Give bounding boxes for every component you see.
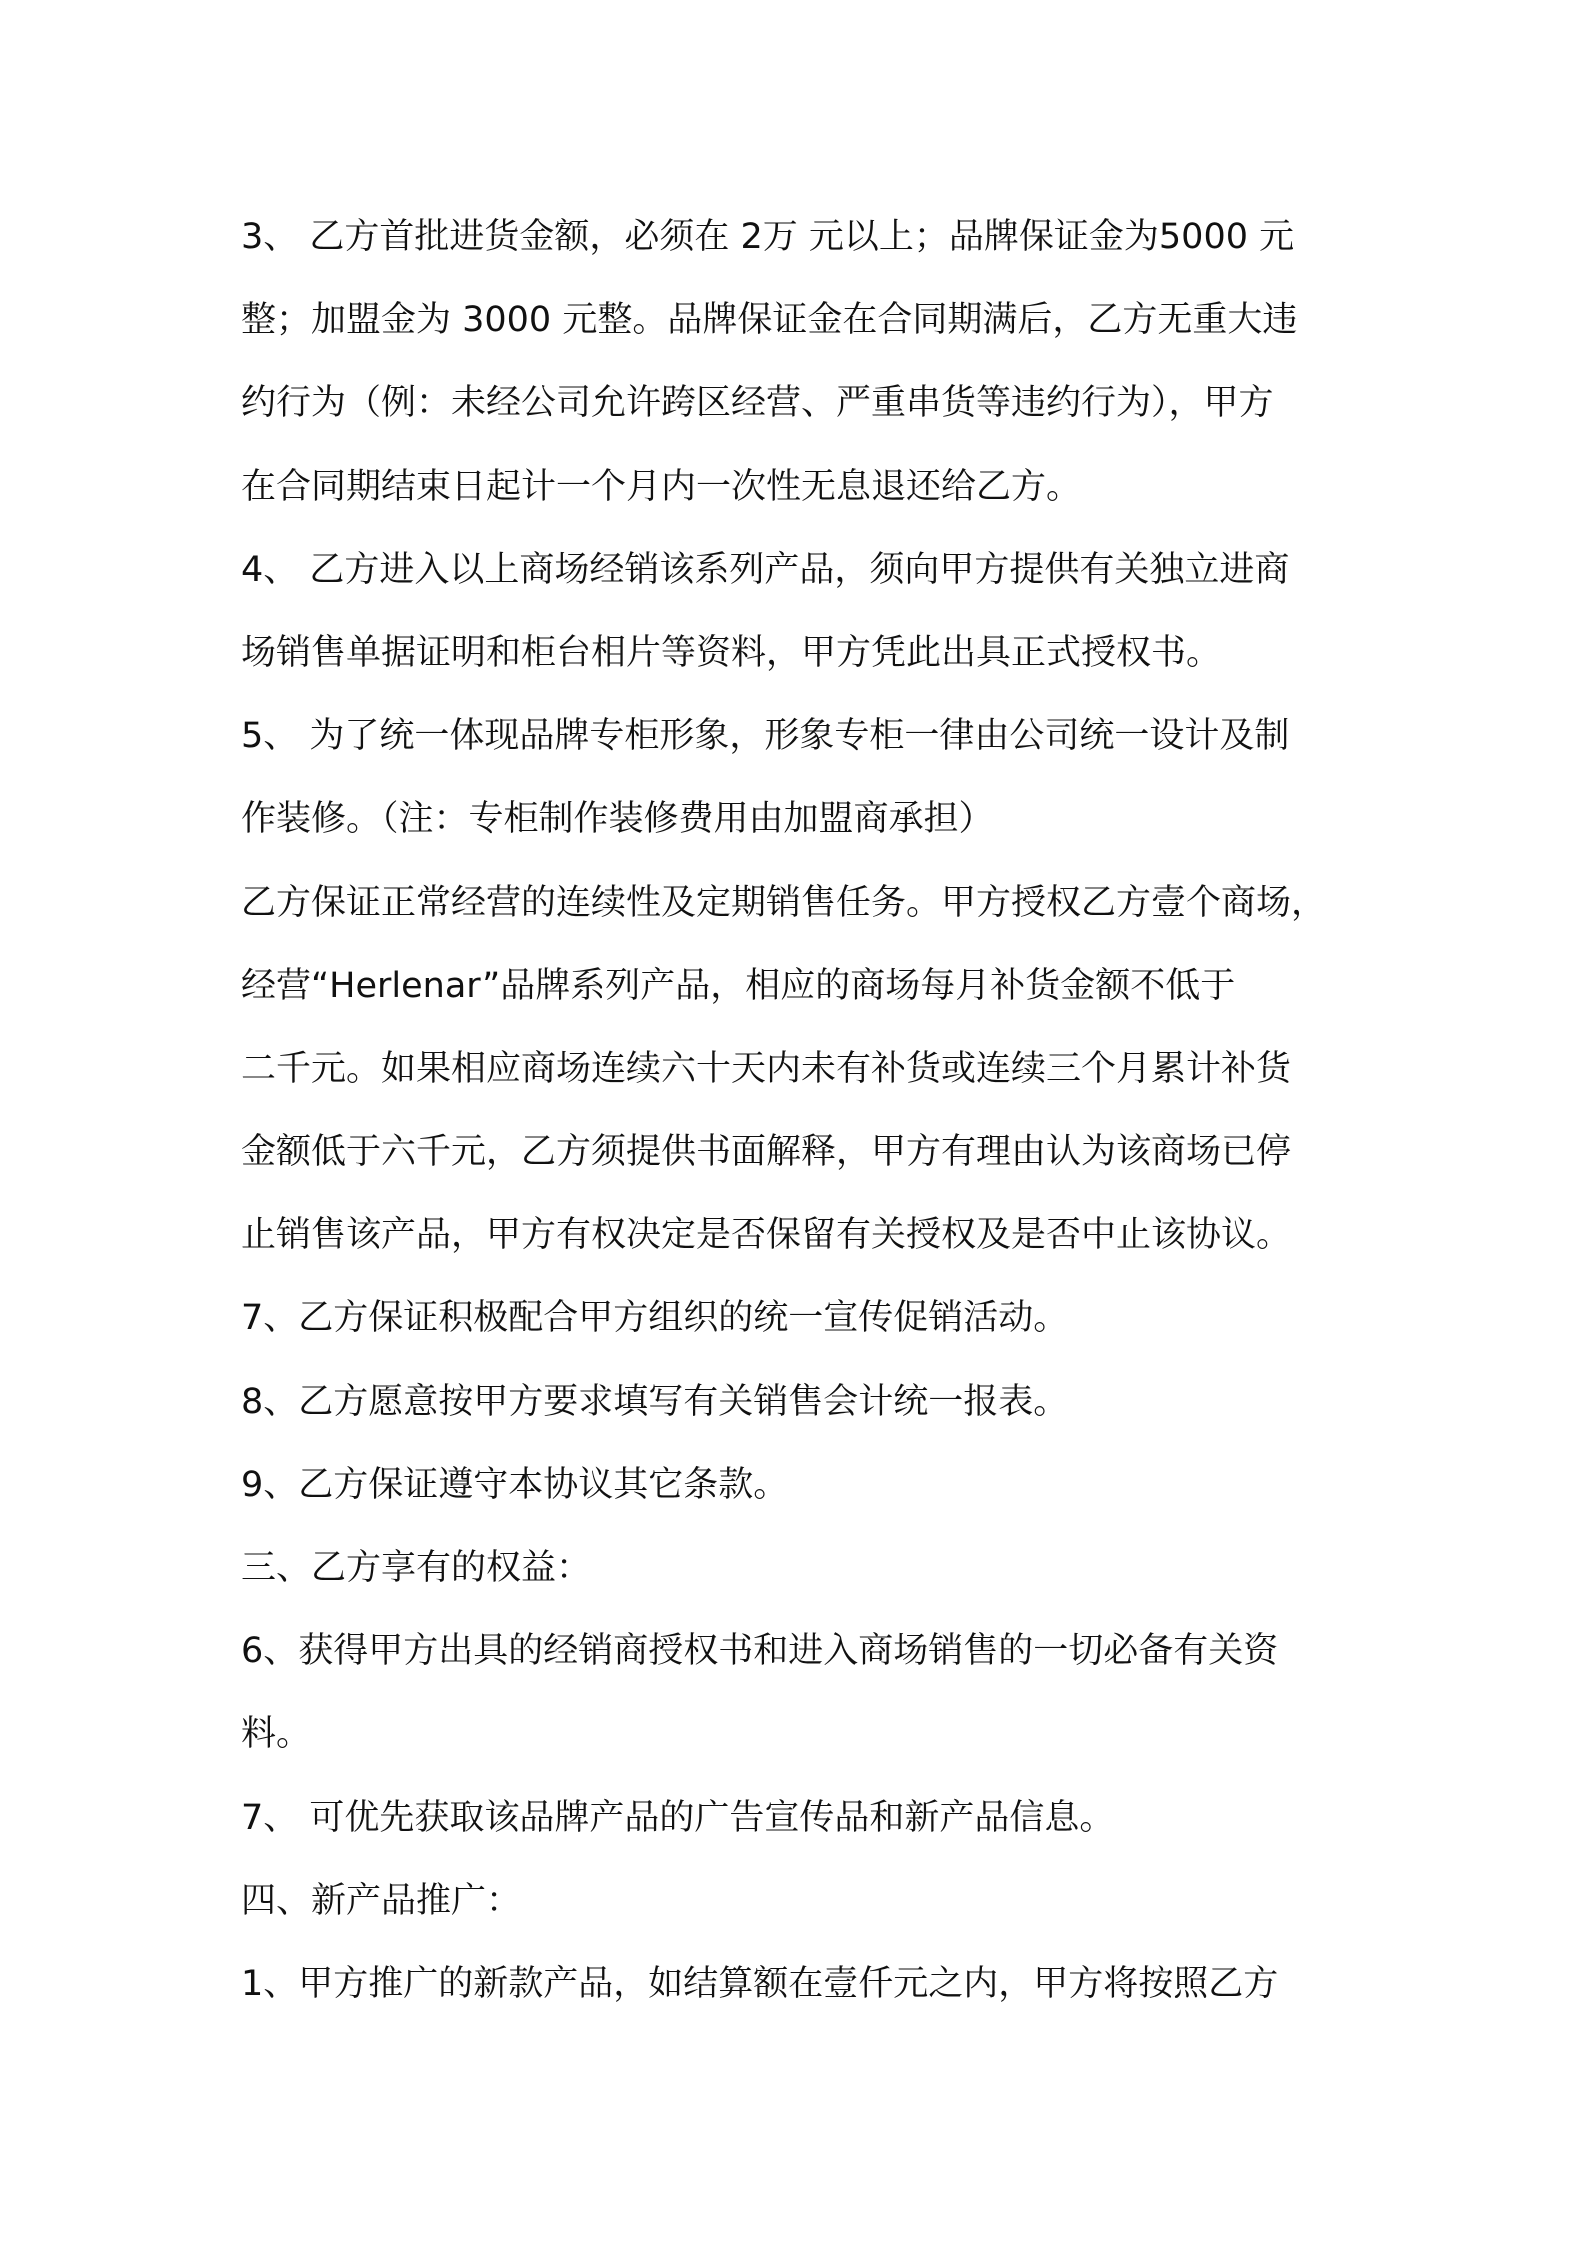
text-line: 4、 乙方进入以上商场经销该系列产品，须向甲方提供有关独立进商: [241, 549, 1290, 590]
text-line: 作装修。（注：专柜制作装修费用由加盟商承担）: [241, 799, 994, 840]
text-line: 9、乙方保证遵守本协议其它条款。: [241, 1464, 789, 1505]
text-line: 料。: [241, 1714, 312, 1755]
text-line: 约行为（例：未经公司允许跨区经营、严重串货等违约行为），甲方: [241, 383, 1274, 424]
text-line: 5、 为了统一体现品牌专柜形象，形象专柜一律由公司统一设计及制: [241, 716, 1290, 757]
section-heading: 三、乙方享有的权益：: [241, 1548, 592, 1588]
text-line: 3、 乙方首批进货金额，必须在 2万 元以上；品牌保证金为5000 元: [241, 217, 1295, 257]
text-line: 金额低于六千元，乙方须提供书面解释，甲方有理由认为该商场已停: [241, 1132, 1292, 1173]
text-line: 1、甲方推广的新款产品，如结算额在壹仟元之内，甲方将按照乙方: [241, 1963, 1279, 2004]
text-line: 在合同期结束日起计一个月内一次性无息退还给乙方。: [241, 466, 1082, 507]
section-heading: 四、新产品推广：: [241, 1880, 522, 1921]
text-line: 场销售单据证明和柜台相片等资料，甲方凭此出具正式授权书。: [241, 632, 1222, 673]
text-line: 乙方保证正常经营的连续性及定期销售任务。甲方授权乙方壹个商场，: [241, 882, 1327, 923]
text-line: 止销售该产品，甲方有权决定是否保留有关授权及是否中止该协议。: [241, 1215, 1292, 1256]
text-line: 7、乙方保证积极配合甲方组织的统一宣传促销活动。: [241, 1298, 1069, 1339]
text-line: 二千元。如果相应商场连续六十天内未有补货或连续三个月累计补货: [241, 1048, 1292, 1089]
text-line: 6、获得甲方出具的经销商授权书和进入商场销售的一切必备有关资: [241, 1631, 1279, 1672]
text-line: 7、 可优先获取该品牌产品的广告宣传品和新产品信息。: [241, 1797, 1115, 1838]
text-line: 8、乙方愿意按甲方要求填写有关销售会计统一报表。: [241, 1381, 1069, 1422]
text-line: 整；加盟金为 3000 元整。品牌保证金在合同期满后，乙方无重大违: [241, 300, 1298, 341]
text-line: 经营“Herlenar”品牌系列产品，相应的商场每月补货金额不低于: [241, 965, 1236, 1006]
document-body: [241, 196, 1371, 2026]
